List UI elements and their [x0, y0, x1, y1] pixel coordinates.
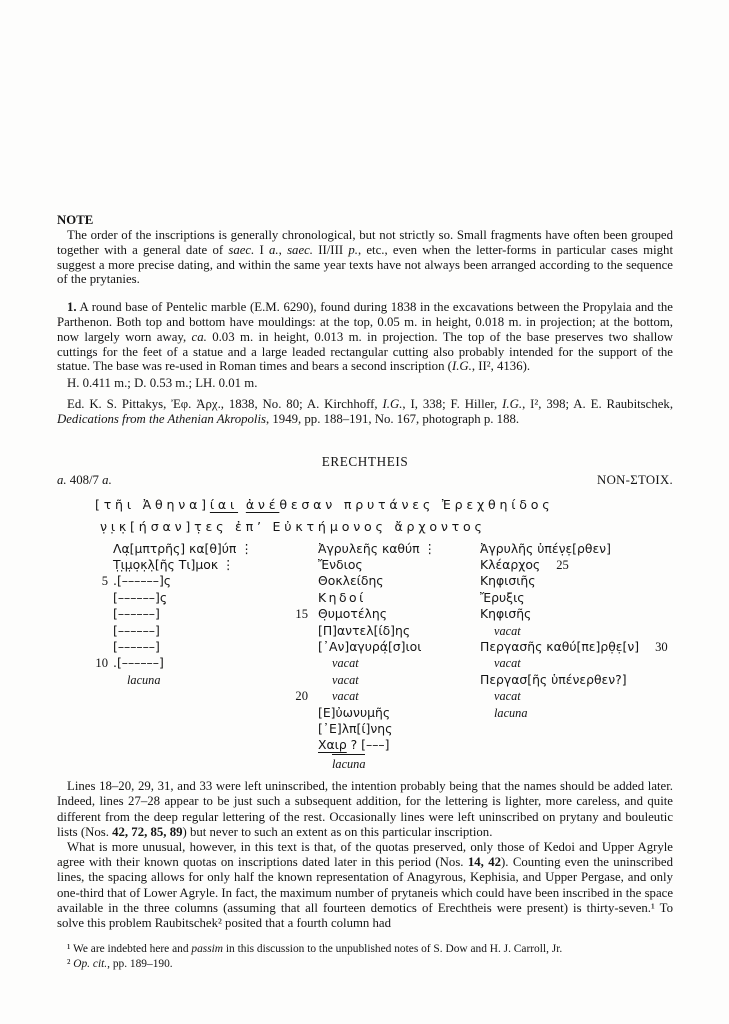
line-number	[276, 557, 308, 573]
discussion-paragraph-2: What is more unusual, however, in this text is that, of the quotas preserved, only those of Kedoi and Upper Agryle agree with their known quotas on inscriptions dated later in this period (Nos. 14, 42). Counting even the uninscribed lines, the spacing allows for only half the known representation of Anagyrous, Kephisia, and Upper Pergase, and only one-third that of Lower Agryle. In fact, the maximum number of prytaneis which could have been inscribed in the space available in the three columns (assuming that all fourteen demotics of Erechtheis were present) is thirty-seven.¹ To solve this problem Raubitschek² posited that a fourth column had	[57, 840, 674, 931]
column1-text: [––––––]	[113, 606, 160, 622]
inscription-row	[57, 721, 673, 737]
inscription-row	[57, 606, 673, 622]
stoichedon-label: ΝΟΝ-ΣΤΟΙΧ.	[597, 472, 673, 487]
column1-text	[108, 737, 276, 753]
column2-text: Χαιρ ? [–––]	[318, 737, 390, 753]
inscription-row	[57, 573, 673, 589]
line-number	[57, 721, 108, 737]
note-section	[57, 213, 673, 287]
line-number	[57, 557, 108, 573]
column1-text: [––––––]ς̣	[113, 589, 168, 605]
column2-text: Θ̣υμοτέλης	[318, 606, 388, 622]
line-number: 30	[655, 640, 668, 654]
inscription-row	[57, 754, 673, 772]
column1-text	[108, 688, 276, 704]
entry-measurements: H. 0.411 m.; D. 0.53 m.; LH. 0.01 m.	[67, 376, 258, 391]
column2-text: [Π]αντελ[ίδ]ης	[318, 622, 411, 638]
line-number	[57, 541, 108, 557]
column1-text: .[––––––]	[113, 655, 164, 671]
line-number	[57, 672, 108, 688]
column2-text: lacuna	[308, 754, 468, 772]
column3-text: lacuna	[494, 705, 528, 720]
column1-text: Τ̣ι̣μ̣ο̣κ̣λ̣[ῆς Τι]μοκ ⋮	[113, 556, 235, 572]
column1-text	[108, 705, 276, 721]
line-number	[57, 623, 108, 639]
footnotes	[57, 942, 673, 971]
column3-text: Κηφισιῆς	[480, 573, 536, 589]
column3-text: vacat	[494, 623, 521, 638]
note-heading: NOTE	[57, 213, 94, 227]
line-number	[276, 737, 308, 753]
tribe-heading: ERECHTHEIS	[321, 453, 409, 469]
inscription-row	[57, 672, 673, 688]
line-number	[57, 737, 108, 753]
line-number	[276, 590, 308, 606]
column1-text	[108, 754, 276, 772]
date-label: a. 408/7 a.	[57, 472, 112, 487]
inscription-row	[57, 590, 673, 606]
line-number	[276, 721, 308, 737]
line-number: 15	[295, 607, 308, 622]
column3-text: Κηφισῆς	[480, 606, 532, 622]
note-paragraph: The order of the inscriptions is generally chronological, but not strictly so. Small fragments have often been grouped together with a general date of saec. I a., saec. II/III p., etc., even when the letter-forms in particular cases might suggest a more precise dating, and within the same year texts have not always been arranged according to the sequence of the prytanies.	[57, 228, 673, 287]
inscription-row	[57, 639, 673, 655]
inscription-row	[57, 737, 673, 753]
line-number	[276, 754, 308, 772]
column3-text	[468, 721, 672, 737]
line-number	[276, 655, 308, 671]
line-number	[276, 573, 308, 589]
dedication-line-1: [τῆι Ἀθηνα]ίαι ἀνέθεσαν πρυτάνες Ἐρεχθηίδος	[95, 496, 554, 512]
column2-text: [Ε]ὐωνυμῆς	[318, 704, 391, 720]
inscription-row	[57, 688, 673, 704]
column3-text: Ἀγρυλῆς ὑπέν̣ε̣[ρθεν]	[480, 540, 611, 556]
dedication-line-2: ν̣ι̣κ̣[ήσαν]τ̣ες ἐπ’ Εὐκτήμονος ἄρχοντος	[100, 518, 486, 534]
inscription-row	[57, 541, 673, 557]
inscription-row	[57, 705, 673, 721]
line-number: 25	[556, 557, 569, 572]
column2-text: Θοκλείδης	[318, 573, 384, 589]
column1-text: Λα̣[μπτρῆς] κα[θ]ύπ ⋮	[113, 540, 253, 556]
dateline	[57, 473, 673, 488]
column3-text	[468, 737, 672, 753]
line-number	[57, 688, 108, 704]
column3-text: vacat	[494, 689, 521, 704]
column1-text: [––––––]	[113, 622, 160, 638]
catalogue-entry	[57, 300, 673, 426]
column3-text: Περγασ[ῆς ὑπένερθεν?]	[480, 671, 627, 687]
line-number	[57, 590, 108, 606]
inscription-row	[57, 655, 673, 671]
inscription-row	[57, 623, 673, 639]
inscription-table	[57, 541, 673, 773]
line-number	[276, 639, 308, 655]
column2-text: [᾿Αν]αγυρά̣[σ]ιοι	[318, 639, 422, 654]
column2-text: Ἀγρυλεῆς καθύπ ⋮	[318, 540, 436, 556]
column1-text: [––––––]	[113, 639, 160, 654]
column2-text: Ἔνδιος	[318, 556, 363, 572]
column3-text: Περγασῆς καθύ[πε]ρθ̣ε̣[ν] 30	[480, 639, 668, 654]
column2-text: vacat	[332, 672, 359, 687]
column2-text: [᾿Ε]λπ[ί]νης	[318, 721, 393, 737]
line-number	[57, 639, 108, 655]
column3-text: Ἔρυξις	[480, 589, 525, 605]
footnote-1: ¹ We are indebted here and passim in this discussion to the unpublished notes of S. Dow and H. J. Carroll, Jr.	[67, 943, 563, 956]
column3-text	[468, 754, 672, 772]
column3-text: Κλέαρχος 25	[480, 556, 569, 572]
discussion-paragraph-1: Lines 18–20, 29, 31, and 33 were left uninscribed, the intention probably being that the names should be added later. Indeed, lines 27–28 appear to be just such a subsequent addition, for the lettering is lighter, more careless, and quite different from the deep regular lettering of the rest. Occasionally lines were left uninscribed on prytany and bouleutic lists (Nos. 42, 72, 85, 89) but never to such an extent as on this particular inscription.	[57, 779, 673, 839]
column1-text: lacuna	[127, 672, 161, 687]
line-number	[276, 705, 308, 721]
entry-editions: Ed. K. S. Pittakys, Ἐφ. Ἀρχ., 1838, No. 80; A. Kirchhoff, I.G., I, 338; F. Hiller, I.G., I², 398; A. E. Raubitschek, Dedications from the Athenian Akropolis, 1949, pp. 188–191, No. 167, photograph p. 188.	[57, 396, 674, 426]
line-number	[276, 541, 308, 557]
line-number	[57, 705, 108, 721]
column3-text: vacat	[494, 656, 521, 671]
inscription-row	[57, 557, 673, 573]
footnote-2: ² Op. cit., pp. 189–190.	[67, 957, 173, 970]
line-number: 5	[101, 574, 108, 589]
line-number	[276, 672, 308, 688]
line-number: 10	[95, 656, 108, 671]
line-number	[276, 623, 308, 639]
line-number	[57, 606, 108, 622]
entry-description: 1. A round base of Pentelic marble (E.M. 6290), found during 1838 in the excavations between the Propylaia and the Parthenon. Both top and bottom have mouldings: at the top, 0.05 m. in height, 0.018 m. in projection; at the bottom, now largely worn away, ca. 0.03 m. in height, 0.013 m. in projection. The top of the base preserves two shallow cuttings for the feet of a statue and a large leaded rectangular cutting also probably intended for the support of the statue. The base was re-used in Roman times and bears a second inscription (I.G., II², 4136).	[57, 300, 673, 374]
column1-text: .[––––––]ς	[113, 573, 172, 589]
column1-text	[108, 721, 276, 737]
column2-text: Κηδοί	[318, 589, 366, 605]
column2-text: vacat	[332, 656, 359, 671]
line-number: 20	[295, 689, 308, 704]
line-number	[57, 754, 108, 772]
column2-text: vacat	[332, 689, 359, 704]
discussion-section	[57, 779, 673, 931]
